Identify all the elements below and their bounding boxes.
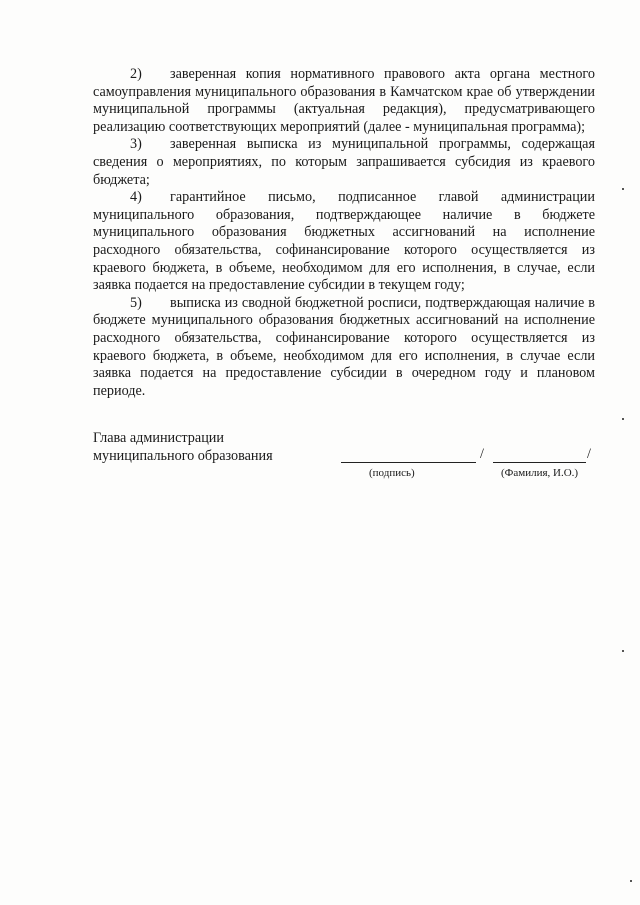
name-line <box>493 450 586 463</box>
item-text: заверенная копия нормативного правового акта органа местного самоуправления муниципального образования в Камчатском крае об утверждении муниципальной программы (актуальная редакция), предусматривающего реализацию соответствующих мероприятий (далее - муниципальная программа); <box>93 66 595 135</box>
separator-slash: / <box>587 446 591 462</box>
document-body <box>93 66 595 400</box>
list-item <box>93 295 595 401</box>
signatory-title-line: муниципального образования <box>93 447 273 464</box>
item-number: 3) <box>130 136 142 153</box>
signature-line <box>341 450 476 463</box>
item-text: гарантийное письмо, подписанное главой администрации муниципального образования, подтверждающее наличие в бюджете муниципального образования бюджетных ассигнований на исполнение расходного обязательства, софинансирование которого осуществляется из краевого бюджета, в объеме, необходимом для его исполнения, в случае, если заявка подается на предоставление субсидии в текущем году; <box>93 189 595 294</box>
item-number: 5) <box>130 294 142 311</box>
scan-speck <box>622 418 624 420</box>
name-caption: (Фамилия, И.О.) <box>501 467 579 479</box>
list-item <box>93 66 595 136</box>
item-text: выписка из сводной бюджетной росписи, подтверждающая наличие в бюджете муниципального образования бюджетных ассигнований на исполнение расходного обязательства, софинансирование которого осуществляется из краевого бюджета, в объеме, необходимом для его исполнения, в случае если заявка подается на предоставление субсидии в очередном году и плановом периоде. <box>93 294 595 399</box>
scan-speck <box>622 188 624 190</box>
list-item <box>93 189 595 295</box>
scan-speck <box>622 650 624 652</box>
item-text: заверенная выписка из муниципальной программы, содержащая сведения о мероприятиях, по которым запрашивается субсидия из краевого бюджета; <box>93 136 595 188</box>
item-number: 2) <box>130 66 142 82</box>
signature-block <box>93 430 603 490</box>
signatory-title <box>93 430 353 465</box>
list-item <box>93 136 595 189</box>
signature-caption: (подпись) <box>369 467 415 479</box>
signatory-title-line: Глава администрации <box>93 430 224 446</box>
separator-slash: / <box>480 446 484 462</box>
scan-speck <box>630 880 632 882</box>
item-number: 4) <box>130 189 142 206</box>
